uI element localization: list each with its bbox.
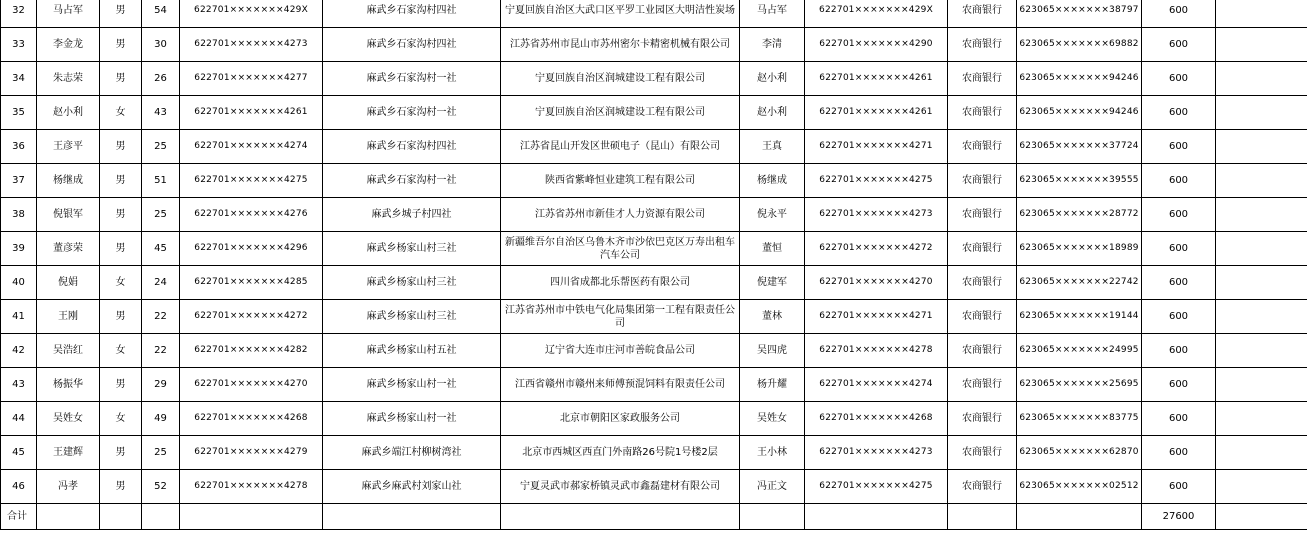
home-address-cell: 麻武乡城子村四社 <box>323 198 501 232</box>
gender-cell: 男 <box>100 436 142 470</box>
blank-cell <box>323 504 501 530</box>
table-row <box>1 266 1307 300</box>
holder-id-number-cell: 622701×××××××4271 <box>805 300 948 334</box>
subsidy-amount-cell: 600 <box>1142 62 1216 96</box>
id-number-cell: 622701×××××××4273 <box>180 28 323 62</box>
id-number-cell: 622701×××××××4268 <box>180 402 323 436</box>
bank-name-cell: 农商银行 <box>948 334 1017 368</box>
total-row <box>1 504 1307 530</box>
bank-account-cell: 623065×××××××37724 <box>1017 130 1142 164</box>
gender-cell: 女 <box>100 266 142 300</box>
blank-cell <box>1216 266 1307 300</box>
gender-cell: 男 <box>100 368 142 402</box>
bank-name-cell: 农商银行 <box>948 28 1017 62</box>
row-number-cell: 37 <box>1 164 37 198</box>
bank-name-cell: 农商银行 <box>948 232 1017 266</box>
account-holder-cell: 杨继成 <box>740 164 805 198</box>
bank-name-cell: 农商银行 <box>948 96 1017 130</box>
home-address-cell: 麻武乡石家沟村四社 <box>323 0 501 28</box>
blank-cell <box>1216 198 1307 232</box>
worker-name-cell: 吴浩红 <box>37 334 100 368</box>
row-number-cell: 44 <box>1 402 37 436</box>
account-holder-cell: 王小林 <box>740 436 805 470</box>
age-cell: 26 <box>142 62 180 96</box>
bank-name-cell: 农商银行 <box>948 470 1017 504</box>
employer-cell: 宁夏回族自治区润城建设工程有限公司 <box>501 96 740 130</box>
bank-account-cell: 623065×××××××24995 <box>1017 334 1142 368</box>
id-number-cell: 622701×××××××4296 <box>180 232 323 266</box>
row-number-cell: 34 <box>1 62 37 96</box>
employer-cell: 江苏省苏州市中铁电气化局集团第一工程有限责任公司 <box>501 300 740 334</box>
employer-cell: 江苏省昆山开发区世硕电子（昆山）有限公司 <box>501 130 740 164</box>
table-row <box>1 470 1307 504</box>
row-number-cell: 38 <box>1 198 37 232</box>
bank-account-cell: 623065×××××××28772 <box>1017 198 1142 232</box>
account-holder-cell: 杨升耀 <box>740 368 805 402</box>
blank-cell <box>1216 402 1307 436</box>
account-holder-cell: 倪建军 <box>740 266 805 300</box>
id-number-cell: 622701×××××××4270 <box>180 368 323 402</box>
blank-cell <box>805 504 948 530</box>
holder-id-number-cell: 622701×××××××4270 <box>805 266 948 300</box>
home-address-cell: 麻武乡石家沟村一社 <box>323 164 501 198</box>
account-holder-cell: 赵小利 <box>740 96 805 130</box>
worker-name-cell: 倪银军 <box>37 198 100 232</box>
id-number-cell: 622701×××××××4275 <box>180 164 323 198</box>
table-row <box>1 164 1307 198</box>
holder-id-number-cell: 622701×××××××4261 <box>805 62 948 96</box>
blank-cell <box>1216 300 1307 334</box>
account-holder-cell: 吴四虎 <box>740 334 805 368</box>
employer-cell: 北京市西城区西直门外南路26号院1号楼2层 <box>501 436 740 470</box>
subsidy-amount-cell: 600 <box>1142 28 1216 62</box>
holder-id-number-cell: 622701×××××××4278 <box>805 334 948 368</box>
row-number-cell: 45 <box>1 436 37 470</box>
age-cell: 52 <box>142 470 180 504</box>
blank-cell <box>37 504 100 530</box>
gender-cell: 男 <box>100 198 142 232</box>
home-address-cell: 麻武乡杨家山村三社 <box>323 266 501 300</box>
holder-id-number-cell: 622701×××××××4268 <box>805 402 948 436</box>
gender-cell: 女 <box>100 334 142 368</box>
id-number-cell: 622701×××××××4285 <box>180 266 323 300</box>
subsidy-amount-cell: 600 <box>1142 164 1216 198</box>
age-cell: 30 <box>142 28 180 62</box>
id-number-cell: 622701×××××××4274 <box>180 130 323 164</box>
table-row <box>1 130 1307 164</box>
subsidy-amount-cell: 600 <box>1142 232 1216 266</box>
blank-cell <box>1216 232 1307 266</box>
holder-id-number-cell: 622701×××××××4274 <box>805 368 948 402</box>
blank-cell <box>1216 470 1307 504</box>
age-cell: 49 <box>142 402 180 436</box>
table-row <box>1 96 1307 130</box>
row-number-cell: 35 <box>1 96 37 130</box>
bank-account-cell: 623065×××××××62870 <box>1017 436 1142 470</box>
subsidy-amount-cell: 600 <box>1142 470 1216 504</box>
blank-cell <box>142 504 180 530</box>
age-cell: 54 <box>142 0 180 28</box>
total-label: 合计 <box>1 504 37 530</box>
subsidy-amount-cell: 600 <box>1142 402 1216 436</box>
gender-cell: 男 <box>100 0 142 28</box>
age-cell: 25 <box>142 198 180 232</box>
row-number-cell: 33 <box>1 28 37 62</box>
gender-cell: 女 <box>100 96 142 130</box>
subsidy-amount-cell: 600 <box>1142 0 1216 28</box>
employer-cell: 宁夏回族自治区润城建设工程有限公司 <box>501 62 740 96</box>
bank-name-cell: 农商银行 <box>948 198 1017 232</box>
worker-name-cell: 王建辉 <box>37 436 100 470</box>
bank-name-cell: 农商银行 <box>948 0 1017 28</box>
home-address-cell: 麻武乡杨家山村一社 <box>323 368 501 402</box>
worker-name-cell: 马占军 <box>37 0 100 28</box>
employer-cell: 四川省成都北乐帮医药有限公司 <box>501 266 740 300</box>
id-number-cell: 622701×××××××4277 <box>180 62 323 96</box>
subsidy-amount-cell: 600 <box>1142 300 1216 334</box>
account-holder-cell: 赵小利 <box>740 62 805 96</box>
blank-cell <box>100 504 142 530</box>
table-body <box>1 0 1307 530</box>
employer-cell: 宁夏回族自治区大武口区平罗工业园区大明洁性炭场 <box>501 0 740 28</box>
home-address-cell: 麻武乡石家沟村一社 <box>323 62 501 96</box>
id-number-cell: 622701×××××××4279 <box>180 436 323 470</box>
bank-name-cell: 农商银行 <box>948 62 1017 96</box>
age-cell: 25 <box>142 130 180 164</box>
home-address-cell: 麻武乡石家沟村四社 <box>323 130 501 164</box>
holder-id-number-cell: 622701×××××××4273 <box>805 436 948 470</box>
blank-cell <box>1216 96 1307 130</box>
blank-cell <box>501 504 740 530</box>
worker-name-cell: 王刚 <box>37 300 100 334</box>
home-address-cell: 麻武乡端江村柳树湾社 <box>323 436 501 470</box>
blank-cell <box>1216 130 1307 164</box>
worker-name-cell: 倪娟 <box>37 266 100 300</box>
subsidy-amount-cell: 600 <box>1142 436 1216 470</box>
home-address-cell: 麻武乡麻武村刘家山社 <box>323 470 501 504</box>
home-address-cell: 麻武乡杨家山村五社 <box>323 334 501 368</box>
subsidy-amount-cell: 600 <box>1142 130 1216 164</box>
blank-cell <box>1216 334 1307 368</box>
worker-name-cell: 吴姓女 <box>37 402 100 436</box>
holder-id-number-cell: 622701×××××××4271 <box>805 130 948 164</box>
account-holder-cell: 吴姓女 <box>740 402 805 436</box>
worker-name-cell: 杨振华 <box>37 368 100 402</box>
employer-cell: 宁夏灵武市郝家桥镇灵武市鑫磊建材有限公司 <box>501 470 740 504</box>
blank-cell <box>948 504 1017 530</box>
holder-id-number-cell: 622701×××××××4261 <box>805 96 948 130</box>
worker-name-cell: 赵小利 <box>37 96 100 130</box>
bank-account-cell: 623065×××××××25695 <box>1017 368 1142 402</box>
bank-account-cell: 623065×××××××94246 <box>1017 62 1142 96</box>
employer-cell: 陕西省紫峰恒业建筑工程有限公司 <box>501 164 740 198</box>
row-number-cell: 40 <box>1 266 37 300</box>
worker-name-cell: 李金龙 <box>37 28 100 62</box>
id-number-cell: 622701×××××××4276 <box>180 198 323 232</box>
id-number-cell: 622701×××××××4272 <box>180 300 323 334</box>
row-number-cell: 42 <box>1 334 37 368</box>
blank-cell <box>1216 62 1307 96</box>
bank-account-cell: 623065×××××××94246 <box>1017 96 1142 130</box>
home-address-cell: 麻武乡杨家山村一社 <box>323 402 501 436</box>
bank-account-cell: 623065×××××××38797 <box>1017 0 1142 28</box>
table-row <box>1 402 1307 436</box>
age-cell: 45 <box>142 232 180 266</box>
gender-cell: 男 <box>100 28 142 62</box>
bank-name-cell: 农商银行 <box>948 436 1017 470</box>
gender-cell: 男 <box>100 130 142 164</box>
blank-cell <box>1216 0 1307 28</box>
holder-id-number-cell: 622701×××××××4272 <box>805 232 948 266</box>
home-address-cell: 麻武乡石家沟村一社 <box>323 96 501 130</box>
blank-cell <box>1216 504 1307 530</box>
table-row <box>1 198 1307 232</box>
home-address-cell: 麻武乡杨家山村三社 <box>323 232 501 266</box>
holder-id-number-cell: 622701×××××××429X <box>805 0 948 28</box>
table-row <box>1 368 1307 402</box>
table-row <box>1 334 1307 368</box>
bank-account-cell: 623065×××××××83775 <box>1017 402 1142 436</box>
table-row <box>1 232 1307 266</box>
home-address-cell: 麻武乡杨家山村三社 <box>323 300 501 334</box>
row-number-cell: 46 <box>1 470 37 504</box>
bank-account-cell: 623065×××××××18989 <box>1017 232 1142 266</box>
account-holder-cell: 冯正文 <box>740 470 805 504</box>
id-number-cell: 622701×××××××429X <box>180 0 323 28</box>
subsidy-amount-cell: 600 <box>1142 198 1216 232</box>
bank-account-cell: 623065×××××××19144 <box>1017 300 1142 334</box>
account-holder-cell: 倪永平 <box>740 198 805 232</box>
blank-cell <box>180 504 323 530</box>
table-row <box>1 436 1307 470</box>
employer-cell: 江苏省苏州市昆山市苏州密尔卡精密机械有限公司 <box>501 28 740 62</box>
employer-cell: 江西省赣州市赣州来师傅预混饲料有限责任公司 <box>501 368 740 402</box>
bank-account-cell: 623065×××××××69882 <box>1017 28 1142 62</box>
bank-account-cell: 623065×××××××02512 <box>1017 470 1142 504</box>
bank-account-cell: 623065×××××××39555 <box>1017 164 1142 198</box>
home-address-cell: 麻武乡石家沟村四社 <box>323 28 501 62</box>
age-cell: 43 <box>142 96 180 130</box>
holder-id-number-cell: 622701×××××××4275 <box>805 164 948 198</box>
subsidy-amount-cell: 600 <box>1142 368 1216 402</box>
employer-cell: 北京市朝阳区家政服务公司 <box>501 402 740 436</box>
account-holder-cell: 董恒 <box>740 232 805 266</box>
gender-cell: 男 <box>100 62 142 96</box>
account-holder-cell: 李清 <box>740 28 805 62</box>
bank-name-cell: 农商银行 <box>948 368 1017 402</box>
worker-name-cell: 朱志荣 <box>37 62 100 96</box>
holder-id-number-cell: 622701×××××××4290 <box>805 28 948 62</box>
subsidy-amount-cell: 600 <box>1142 266 1216 300</box>
blank-cell <box>740 504 805 530</box>
table-row <box>1 62 1307 96</box>
blank-cell <box>1216 368 1307 402</box>
account-holder-cell: 董林 <box>740 300 805 334</box>
bank-name-cell: 农商银行 <box>948 130 1017 164</box>
worker-name-cell: 董彦荣 <box>37 232 100 266</box>
table-row <box>1 300 1307 334</box>
bank-name-cell: 农商银行 <box>948 164 1017 198</box>
id-number-cell: 622701×××××××4282 <box>180 334 323 368</box>
table-row <box>1 28 1307 62</box>
id-number-cell: 622701×××××××4261 <box>180 96 323 130</box>
age-cell: 51 <box>142 164 180 198</box>
row-number-cell: 41 <box>1 300 37 334</box>
gender-cell: 男 <box>100 470 142 504</box>
account-holder-cell: 王真 <box>740 130 805 164</box>
age-cell: 25 <box>142 436 180 470</box>
employer-cell: 江苏省苏州市新佳才人力资源有限公司 <box>501 198 740 232</box>
bank-name-cell: 农商银行 <box>948 266 1017 300</box>
row-number-cell: 39 <box>1 232 37 266</box>
worker-name-cell: 冯孝 <box>37 470 100 504</box>
blank-cell <box>1216 164 1307 198</box>
bank-name-cell: 农商银行 <box>948 402 1017 436</box>
age-cell: 24 <box>142 266 180 300</box>
bank-name-cell: 农商银行 <box>948 300 1017 334</box>
subsidy-amount-cell: 600 <box>1142 334 1216 368</box>
row-number-cell: 32 <box>1 0 37 28</box>
employer-cell: 新疆维吾尔自治区乌鲁木齐市沙依巴克区万寿出租车汽车公司 <box>501 232 740 266</box>
gender-cell: 男 <box>100 232 142 266</box>
blank-cell <box>1216 436 1307 470</box>
account-holder-cell: 马占军 <box>740 0 805 28</box>
subsidy-amount-cell: 600 <box>1142 96 1216 130</box>
total-amount: 27600 <box>1142 504 1216 530</box>
id-number-cell: 622701×××××××4278 <box>180 470 323 504</box>
worker-name-cell: 王彦平 <box>37 130 100 164</box>
blank-cell <box>1017 504 1142 530</box>
worker-name-cell: 杨继成 <box>37 164 100 198</box>
age-cell: 29 <box>142 368 180 402</box>
holder-id-number-cell: 622701×××××××4273 <box>805 198 948 232</box>
table-row <box>1 0 1307 28</box>
row-number-cell: 43 <box>1 368 37 402</box>
gender-cell: 男 <box>100 164 142 198</box>
gender-cell: 男 <box>100 300 142 334</box>
age-cell: 22 <box>142 300 180 334</box>
gender-cell: 女 <box>100 402 142 436</box>
holder-id-number-cell: 622701×××××××4275 <box>805 470 948 504</box>
employer-cell: 辽宁省大连市庄河市善皖食品公司 <box>501 334 740 368</box>
age-cell: 22 <box>142 334 180 368</box>
bank-account-cell: 623065×××××××22742 <box>1017 266 1142 300</box>
blank-cell <box>1216 28 1307 62</box>
row-number-cell: 36 <box>1 130 37 164</box>
